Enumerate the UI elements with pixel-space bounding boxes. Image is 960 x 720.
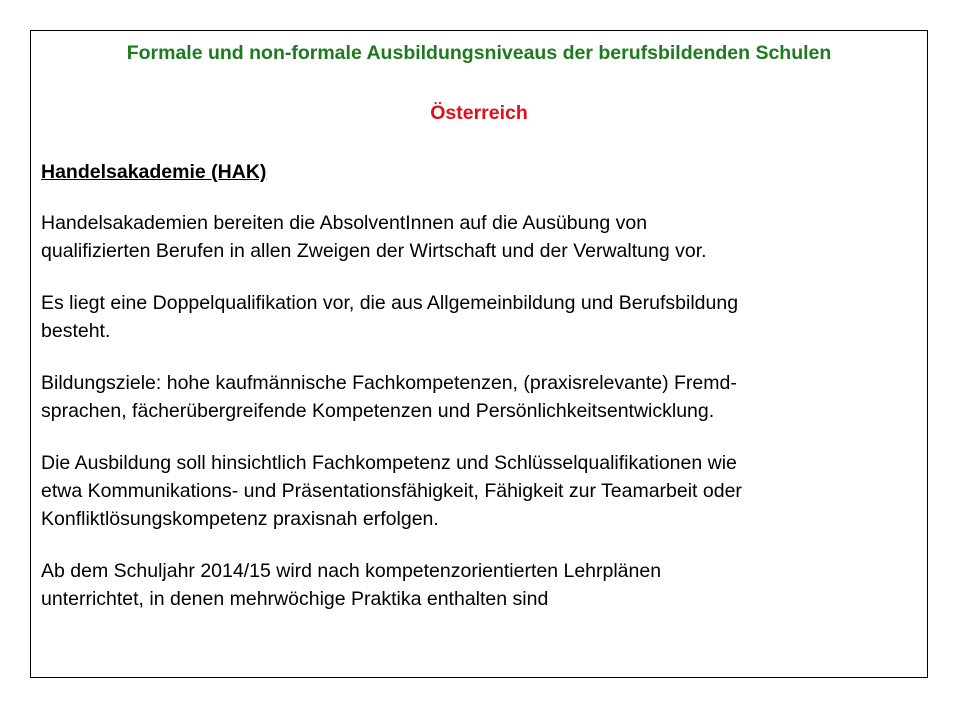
paragraph-line: Handelsakademien bereiten die AbsolventInnen auf die Ausübung von	[41, 212, 648, 234]
paragraph-line: unterrichtet, in denen mehrwöchige Praktika enthalten sind	[41, 588, 549, 610]
paragraph-line: Die Ausbildung soll hinsichtlich Fachkompetenz und Schlüsselqualifikationen wie	[41, 452, 737, 474]
paragraph-goals	[41, 369, 917, 425]
paragraph-curriculum	[41, 557, 917, 613]
paragraph-line: sprachen, fächerübergreifende Kompetenzen und Persönlichkeitsentwicklung.	[41, 400, 715, 422]
paragraph-line: Konfliktlösungskompetenz praxisnah erfolgen.	[41, 508, 439, 530]
slide-title: Formale und non-formale Ausbildungsniveaus der berufsbildenden Schulen	[126, 42, 832, 64]
paragraph-line: Bildungsziele: hohe kaufmännische Fachkompetenzen, (praxisrelevante) Fremd-	[41, 372, 737, 394]
paragraph-competences	[41, 449, 917, 533]
section-heading: Handelsakademie (HAK)	[41, 161, 267, 183]
country-heading: Österreich	[430, 102, 528, 124]
paragraph-aims	[41, 209, 917, 265]
paragraph-qualification	[41, 289, 917, 345]
slide-frame	[30, 30, 928, 678]
paragraph-line: Es liegt eine Doppelqualifikation vor, die aus Allgemeinbildung und Berufsbildung	[41, 292, 739, 314]
paragraph-line: qualifizierten Berufen in allen Zweigen der Wirtschaft und der Verwaltung vor.	[41, 240, 707, 262]
paragraph-line: besteht.	[41, 320, 111, 342]
paragraph-line: Ab dem Schuljahr 2014/15 wird nach kompetenzorientierten Lehrplänen	[41, 560, 662, 582]
paragraph-line: etwa Kommunikations- und Präsentationsfähigkeit, Fähigkeit zur Teamarbeit oder	[41, 480, 742, 502]
